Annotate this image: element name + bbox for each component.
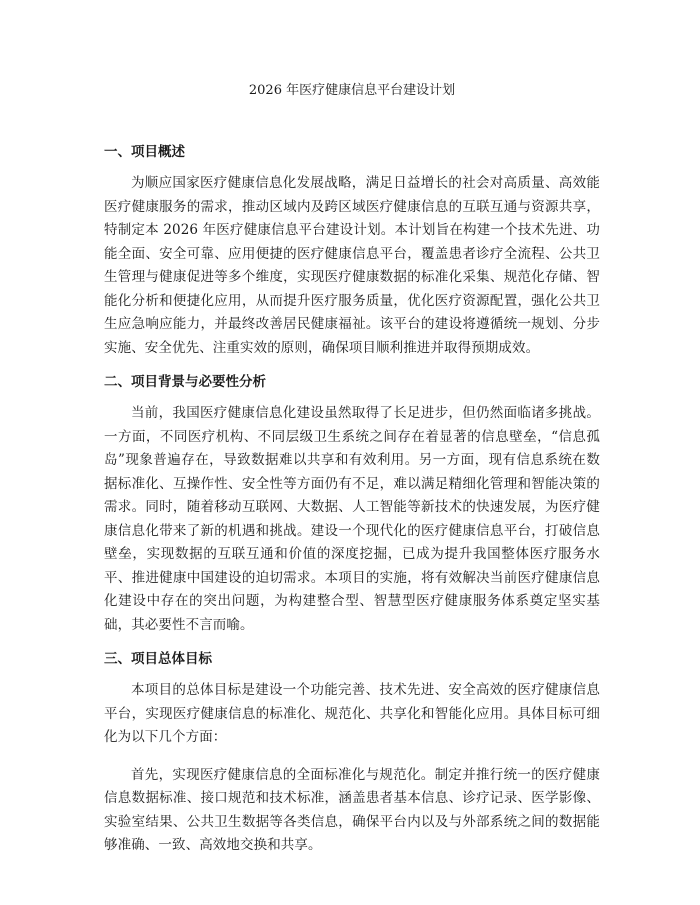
section-heading: 一、项目概述 [104, 144, 185, 160]
section-project-overview [104, 143, 600, 360]
section-paragraph: 当前，我国医疗健康信息化建设虽然取得了长足进步，但仍然面临诸多挑战。一方面，不同医疗机构、不同层级卫生系统之间存在着显著的信息壁垒，“信息孤岛”现象普遍存在，导致数据难以共享和有效利用。另一方面，现有信息系统在数据标准化、互操作性、安全性等方面仍有不足，难以满足精细化管理和智能决策的需求。同时，随着移动互联网、大数据、人工智能等新技术的快速发展，为医疗健康信息化带来了新的机遇和挑战。建设一个现代化的医疗健康信息平台，打破信息壁垒，实现数据的互联互通和价值的深度挖掘，已成为提升我国整体医疗服务水平、推进健康中国建设的迫切需求。本项目的实施，将有效解决当前医疗健康信息化建设中存在的突出问题，为构建整合型、智慧型医疗健康服务体系奠定坚实基础，其必要性不言而喻。 [104, 405, 600, 633]
section-heading: 二、项目背景与必要性分析 [104, 374, 266, 390]
document-title: 2026 年医疗健康信息平台建设计划 [248, 83, 456, 98]
section-heading: 三、项目总体目标 [104, 651, 212, 667]
section-background-necessity [104, 373, 600, 637]
section-paragraph: 本项目的总体目标是建设一个功能完善、技术先进、安全高效的医疗健康信息平台，实现医疗健康信息的标准化、规范化、共享化和智能化应用。具体目标可细化为以下几个方面： [104, 682, 600, 745]
section-paragraph: 首先，实现医疗健康信息的全面标准化与规范化。制定并推行统一的医疗健康信息数据标准、接口规范和技术标准，涵盖患者基本信息、诊疗记录、医学影像、实验室结果、公共卫生数据等各类信息，确保平台内以及与外部系统之间的数据能够准确、一致、高效地交换和共享。 [104, 766, 600, 853]
section-overall-goals [104, 650, 600, 858]
section-paragraph: 为顺应国家医疗健康信息化发展战略，满足日益增长的社会对高质量、高效能医疗健康服务的需求，推动区域内及跨区域医疗健康信息的互联互通与资源共享，特制定本 2026 年医疗健康信息平台建设计划。本计划旨在构建一个技术先进、功能全面、安全可靠、应用便捷的医疗健康信息平台，覆盖患者诊疗全流程、公共卫生管理与健康促进等多个维度，实现医疗健康数据的标准化采集、规范化存储、智能化分析和便捷化应用，从而提升医疗服务质量，优化医疗资源配置，强化公共卫生应急响应能力，并最终改善居民健康福祉。该平台的建设将遵循统一规划、分步实施、安全优先、注重实效的原则，确保项目顺利推进并取得预期成效。 [104, 175, 600, 356]
